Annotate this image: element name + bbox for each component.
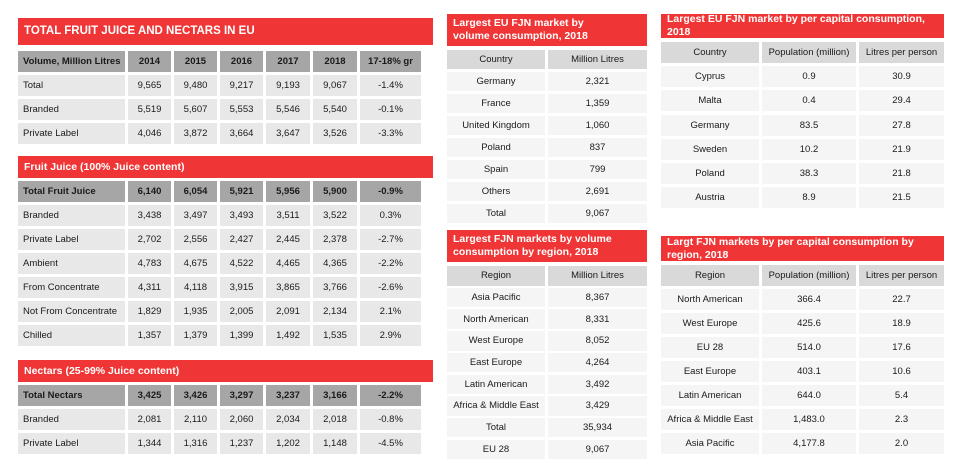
fruit-juice-table-cell: 4,783 bbox=[128, 253, 171, 274]
fruit-juice-table-cell: 2,427 bbox=[220, 229, 263, 250]
fruit-juice-table-row bbox=[18, 205, 421, 226]
eu-per-capita-table-cell: 29.4 bbox=[859, 90, 944, 111]
region-volume-table-cell: North American bbox=[447, 309, 545, 329]
eu-per-capita-table-cell: Cyprus bbox=[661, 66, 759, 87]
region-volume-table-cell: West Europe bbox=[447, 331, 545, 351]
nectars-table-cell: 1,202 bbox=[266, 433, 310, 454]
eu-volume-table-row bbox=[447, 94, 647, 113]
fruit-juice-table-cell: 4,465 bbox=[266, 253, 310, 274]
eu-per-capita-table-cell: Litres per person bbox=[859, 42, 944, 63]
nectars-table-cell: 3,166 bbox=[313, 385, 357, 406]
region-per-capita-table-cell: 644.0 bbox=[762, 385, 856, 406]
region-volume-table-row bbox=[447, 288, 647, 308]
region-per-capita-table-cell: 17.6 bbox=[859, 337, 944, 358]
fruit-juice-table-cell: 6,140 bbox=[128, 181, 171, 202]
nectars-table bbox=[18, 385, 433, 457]
volume-table-cell: Branded bbox=[18, 99, 125, 120]
panel4-title bbox=[661, 14, 944, 38]
nectars-table-cell: 3,237 bbox=[266, 385, 310, 406]
region-volume-table-row bbox=[447, 331, 647, 351]
eu-per-capita-table-cell: 30.9 bbox=[859, 66, 944, 87]
region-per-capita-table-cell: Population (million) bbox=[762, 265, 856, 286]
nectars-table-cell: -4.5% bbox=[360, 433, 421, 454]
fruit-juice-table-cell: 3,511 bbox=[266, 205, 310, 226]
fruit-juice-table-cell: -0.9% bbox=[360, 181, 421, 202]
volume-table-row bbox=[18, 99, 421, 120]
fruit-juice-table-cell: 1,829 bbox=[128, 301, 171, 322]
volume-table-cell: 9,067 bbox=[313, 75, 357, 96]
eu-per-capita-table-row bbox=[661, 115, 944, 136]
region-per-capita-table-cell: 366.4 bbox=[762, 289, 856, 310]
panel1-title bbox=[18, 18, 433, 45]
volume-table-cell: 9,565 bbox=[128, 75, 171, 96]
region-volume-table-row bbox=[447, 418, 647, 438]
nectars-table-row bbox=[18, 409, 421, 430]
fruit-juice-table-cell: Branded bbox=[18, 205, 125, 226]
eu-per-capita-table-cell: Poland bbox=[661, 163, 759, 184]
eu-volume-table-cell: 2,321 bbox=[548, 72, 647, 91]
fruit-juice-table-cell: 1,399 bbox=[220, 325, 263, 346]
volume-table-cell: -0.1% bbox=[360, 99, 421, 120]
fruit-juice-table-cell: Total Fruit Juice bbox=[18, 181, 125, 202]
region-per-capita-table-row bbox=[661, 361, 944, 382]
region-per-capita-table-cell: 10.6 bbox=[859, 361, 944, 382]
fruit-juice-table-row bbox=[18, 277, 421, 298]
eu-per-capita-table-cell: 21.8 bbox=[859, 163, 944, 184]
volume-table-cell: 2015 bbox=[174, 51, 217, 72]
eu-per-capita-table-cell: Sweden bbox=[661, 139, 759, 160]
volume-table-cell: 5,553 bbox=[220, 99, 263, 120]
region-volume-table-cell: 35,934 bbox=[548, 418, 647, 438]
eu-volume-table-cell: Germany bbox=[447, 72, 545, 91]
region-per-capita-table-cell: 5.4 bbox=[859, 385, 944, 406]
eu-volume-table-cell: 837 bbox=[548, 138, 647, 157]
eu-volume-table-row bbox=[447, 72, 647, 91]
region-per-capita-table-cell: Asia Pacific bbox=[661, 433, 759, 454]
region-per-capita-table-cell: EU 28 bbox=[661, 337, 759, 358]
fruit-juice-table-cell: 4,118 bbox=[174, 277, 217, 298]
region-per-capita-table-cell: 2.3 bbox=[859, 409, 944, 430]
nectars-table-cell: 1,316 bbox=[174, 433, 217, 454]
region-volume-table-row bbox=[447, 396, 647, 416]
region-per-capita-table-row bbox=[661, 409, 944, 430]
fruit-juice-table-cell: 6,054 bbox=[174, 181, 217, 202]
fruit-juice-table-cell: 0.3% bbox=[360, 205, 421, 226]
nectars-title-text: Nectars (25-99% Juice content) bbox=[24, 364, 180, 377]
eu-volume-table-row bbox=[447, 160, 647, 179]
nectars-table-cell: 1,148 bbox=[313, 433, 357, 454]
eu-per-capita-table-cell: Austria bbox=[661, 187, 759, 208]
nectars-table-cell: 2,018 bbox=[313, 409, 357, 430]
region-volume-table-cell: Region bbox=[447, 266, 545, 286]
nectars-table-cell: 2,034 bbox=[266, 409, 310, 430]
eu-volume-table-row bbox=[447, 138, 647, 157]
eu-per-capita-table-cell: 10.2 bbox=[762, 139, 856, 160]
fruit-juice-table-cell: 2,445 bbox=[266, 229, 310, 250]
region-volume-table-cell: 8,367 bbox=[548, 288, 647, 308]
fruit-juice-table-cell: 2,091 bbox=[266, 301, 310, 322]
eu-volume-table-row bbox=[447, 182, 647, 201]
region-per-capita-table-cell: 1,483.0 bbox=[762, 409, 856, 430]
fruit-juice-table-cell: 1,379 bbox=[174, 325, 217, 346]
volume-table-cell: 5,607 bbox=[174, 99, 217, 120]
panel3-table bbox=[447, 266, 647, 461]
fruit-juice-table-cell: 4,522 bbox=[220, 253, 263, 274]
region-volume-table-cell: 3,429 bbox=[548, 396, 647, 416]
region-volume-table-cell: Total bbox=[447, 418, 545, 438]
eu-volume-table-cell: 9,067 bbox=[548, 204, 647, 223]
region-volume-table-row bbox=[447, 440, 647, 460]
region-per-capita-table-cell: 2.0 bbox=[859, 433, 944, 454]
region-per-capita-table-cell: 403.1 bbox=[762, 361, 856, 382]
region-per-capita-table-row bbox=[661, 385, 944, 406]
eu-volume-table-row bbox=[447, 50, 647, 69]
fruit-juice-title-text: Fruit Juice (100% Juice content) bbox=[24, 160, 185, 173]
fruit-juice-table-cell: 3,497 bbox=[174, 205, 217, 226]
nectars-table-cell: Private Label bbox=[18, 433, 125, 454]
volume-table-cell: -1.4% bbox=[360, 75, 421, 96]
eu-per-capita-table-cell: 0.4 bbox=[762, 90, 856, 111]
panel3-title-line1: Largest FJN markets by volume bbox=[453, 233, 612, 246]
region-per-capita-table-cell: 18.9 bbox=[859, 313, 944, 334]
panel3-title bbox=[447, 230, 647, 262]
eu-volume-table-row bbox=[447, 116, 647, 135]
panel2-title-line2: volume consumption, 2018 bbox=[453, 30, 588, 42]
eu-volume-table-row bbox=[447, 204, 647, 223]
region-per-capita-table-cell: East Europe bbox=[661, 361, 759, 382]
region-volume-table-cell: 8,331 bbox=[548, 309, 647, 329]
nectars-table-row bbox=[18, 433, 421, 454]
region-volume-table-row bbox=[447, 375, 647, 395]
eu-volume-table-cell: 799 bbox=[548, 160, 647, 179]
eu-volume-table-cell: Poland bbox=[447, 138, 545, 157]
fruit-juice-table-cell: 5,921 bbox=[220, 181, 263, 202]
volume-table-cell: 17-18% gr bbox=[360, 51, 421, 72]
panel1-main-table bbox=[18, 51, 433, 147]
fruit-juice-table-row bbox=[18, 253, 421, 274]
region-per-capita-table-cell: 425.6 bbox=[762, 313, 856, 334]
fruit-juice-table-cell: 1,492 bbox=[266, 325, 310, 346]
fruit-juice-table-row bbox=[18, 229, 421, 250]
nectars-table-cell: -0.8% bbox=[360, 409, 421, 430]
volume-table-cell: -3.3% bbox=[360, 123, 421, 144]
nectars-table-cell: 3,426 bbox=[174, 385, 217, 406]
eu-per-capita-table-cell: Malta bbox=[661, 90, 759, 111]
fruit-juice-table-row bbox=[18, 301, 421, 322]
fruit-juice-table-cell: 1,935 bbox=[174, 301, 217, 322]
volume-table-cell: 2018 bbox=[313, 51, 357, 72]
eu-per-capita-table-cell: 83.5 bbox=[762, 115, 856, 136]
panel4-title-text: Largest EU FJN market by per capital consumption, 2018 bbox=[667, 13, 925, 38]
eu-per-capita-table-cell: 21.9 bbox=[859, 139, 944, 160]
nectars-table-cell: Total Nectars bbox=[18, 385, 125, 406]
region-per-capita-table-cell: 514.0 bbox=[762, 337, 856, 358]
eu-per-capita-table-row bbox=[661, 139, 944, 160]
eu-volume-table-cell: Million Litres bbox=[548, 50, 647, 69]
volume-table-cell: 9,193 bbox=[266, 75, 310, 96]
region-volume-table-cell: 9,067 bbox=[548, 440, 647, 460]
eu-volume-table-cell: 1,060 bbox=[548, 116, 647, 135]
region-volume-table-row bbox=[447, 353, 647, 373]
fruit-juice-table-cell: Ambient bbox=[18, 253, 125, 274]
region-volume-table-cell: Africa & Middle East bbox=[447, 396, 545, 416]
fruit-juice-table-cell: 1,535 bbox=[313, 325, 357, 346]
eu-per-capita-table-cell: Country bbox=[661, 42, 759, 63]
region-per-capita-table-cell: Region bbox=[661, 265, 759, 286]
eu-per-capita-table-cell: 21.5 bbox=[859, 187, 944, 208]
fruit-juice-table-cell: 2.9% bbox=[360, 325, 421, 346]
region-per-capita-table-cell: West Europe bbox=[661, 313, 759, 334]
eu-volume-table-cell: Spain bbox=[447, 160, 545, 179]
nectars-table-cell: 2,081 bbox=[128, 409, 171, 430]
fruit-juice-table-cell: 2,702 bbox=[128, 229, 171, 250]
volume-table-cell: Private Label bbox=[18, 123, 125, 144]
eu-per-capita-table-cell: 0.9 bbox=[762, 66, 856, 87]
fruit-juice-table-cell: 3,915 bbox=[220, 277, 263, 298]
eu-per-capita-table-row bbox=[661, 66, 944, 87]
volume-table-row bbox=[18, 75, 421, 96]
fruit-juice-table bbox=[18, 181, 433, 349]
region-per-capita-table-cell: North American bbox=[661, 289, 759, 310]
fruit-juice-table-cell: 3,493 bbox=[220, 205, 263, 226]
fruit-juice-table-cell: Private Label bbox=[18, 229, 125, 250]
fruit-juice-table-cell: 2,378 bbox=[313, 229, 357, 250]
nectars-table-cell: 1,237 bbox=[220, 433, 263, 454]
region-volume-table-cell: Asia Pacific bbox=[447, 288, 545, 308]
nectars-table-row bbox=[18, 385, 421, 406]
volume-table-cell: 2017 bbox=[266, 51, 310, 72]
fruit-juice-table-cell: 4,311 bbox=[128, 277, 171, 298]
nectars-table-cell: 2,060 bbox=[220, 409, 263, 430]
region-per-capita-table-row bbox=[661, 289, 944, 310]
fruit-juice-table-cell: 2.1% bbox=[360, 301, 421, 322]
region-volume-table-cell: East Europe bbox=[447, 353, 545, 373]
volume-table-cell: 3,647 bbox=[266, 123, 310, 144]
fruit-juice-table-row bbox=[18, 181, 421, 202]
eu-per-capita-table-cell: 8.9 bbox=[762, 187, 856, 208]
panel3-title-line2: consumption by region, 2018 bbox=[453, 246, 599, 258]
fruit-juice-table-cell: -2.6% bbox=[360, 277, 421, 298]
fruit-juice-table-cell: Chilled bbox=[18, 325, 125, 346]
volume-table-row bbox=[18, 51, 421, 72]
panel2-title-line1: Largest EU FJN market by bbox=[453, 17, 584, 30]
region-volume-table-cell: 3,492 bbox=[548, 375, 647, 395]
fruit-juice-table-cell: 4,365 bbox=[313, 253, 357, 274]
region-per-capita-table-row bbox=[661, 313, 944, 334]
fruit-juice-title bbox=[18, 156, 433, 178]
eu-per-capita-table-cell: Population (million) bbox=[762, 42, 856, 63]
panel5-table bbox=[661, 265, 944, 457]
eu-volume-table-cell: Country bbox=[447, 50, 545, 69]
volume-table-cell: 3,526 bbox=[313, 123, 357, 144]
panel5-title-text: Largt FJN markets by per capital consumption by region, 2018 bbox=[667, 235, 914, 261]
fruit-juice-table-cell: 2,005 bbox=[220, 301, 263, 322]
fruit-juice-table-cell: Not From Concentrate bbox=[18, 301, 125, 322]
fruit-juice-table-row bbox=[18, 325, 421, 346]
volume-table-cell: 9,480 bbox=[174, 75, 217, 96]
eu-volume-table-cell: 2,691 bbox=[548, 182, 647, 201]
fruit-juice-table-cell: 3,438 bbox=[128, 205, 171, 226]
eu-per-capita-table-cell: 38.3 bbox=[762, 163, 856, 184]
fruit-juice-table-cell: 4,675 bbox=[174, 253, 217, 274]
volume-table-cell: 4,046 bbox=[128, 123, 171, 144]
region-per-capita-table-cell: Africa & Middle East bbox=[661, 409, 759, 430]
volume-table-cell: 3,872 bbox=[174, 123, 217, 144]
fruit-juice-table-cell: 2,556 bbox=[174, 229, 217, 250]
region-per-capita-table-row bbox=[661, 265, 944, 286]
volume-table-cell: 9,217 bbox=[220, 75, 263, 96]
eu-per-capita-table-row bbox=[661, 163, 944, 184]
eu-per-capita-table-cell: Germany bbox=[661, 115, 759, 136]
volume-table-cell: 5,519 bbox=[128, 99, 171, 120]
eu-per-capita-table-row bbox=[661, 42, 944, 63]
eu-volume-table-cell: 1,359 bbox=[548, 94, 647, 113]
region-per-capita-table-cell: Latin American bbox=[661, 385, 759, 406]
volume-table-cell: Volume, Million Litres bbox=[18, 51, 125, 72]
volume-table-row bbox=[18, 123, 421, 144]
region-per-capita-table-row bbox=[661, 433, 944, 454]
region-volume-table-row bbox=[447, 266, 647, 286]
fruit-juice-table-cell: -2.7% bbox=[360, 229, 421, 250]
nectars-title bbox=[18, 360, 433, 382]
fruit-juice-table-cell: From Concentrate bbox=[18, 277, 125, 298]
region-volume-table-cell: 4,264 bbox=[548, 353, 647, 373]
fruit-juice-table-cell: 3,865 bbox=[266, 277, 310, 298]
fruit-juice-table-cell: 5,900 bbox=[313, 181, 357, 202]
region-per-capita-table-cell: 4,177.8 bbox=[762, 433, 856, 454]
fruit-juice-table-cell: -2.2% bbox=[360, 253, 421, 274]
eu-per-capita-table-cell: 27.8 bbox=[859, 115, 944, 136]
volume-table-cell: 2016 bbox=[220, 51, 263, 72]
panel1-title-text: TOTAL FRUIT JUICE AND NECTARS IN EU bbox=[24, 24, 255, 37]
nectars-table-cell: 1,344 bbox=[128, 433, 171, 454]
panel4-table bbox=[661, 42, 944, 211]
eu-volume-table-cell: Total bbox=[447, 204, 545, 223]
nectars-table-cell: -2.2% bbox=[360, 385, 421, 406]
eu-volume-table-cell: Others bbox=[447, 182, 545, 201]
nectars-table-cell: 2,110 bbox=[174, 409, 217, 430]
volume-table-cell: Total bbox=[18, 75, 125, 96]
fruit-juice-table-cell: 5,956 bbox=[266, 181, 310, 202]
fruit-juice-table-cell: 1,357 bbox=[128, 325, 171, 346]
nectars-table-cell: Branded bbox=[18, 409, 125, 430]
region-per-capita-table-cell: Litres per person bbox=[859, 265, 944, 286]
eu-per-capita-table-row bbox=[661, 90, 944, 111]
fruit-juice-table-cell: 3,766 bbox=[313, 277, 357, 298]
nectars-table-cell: 3,425 bbox=[128, 385, 171, 406]
eu-volume-table-cell: United Kingdom bbox=[447, 116, 545, 135]
region-volume-table-cell: Latin American bbox=[447, 375, 545, 395]
panel2-table bbox=[447, 50, 647, 226]
eu-volume-table-cell: France bbox=[447, 94, 545, 113]
eu-per-capita-table-row bbox=[661, 187, 944, 208]
region-volume-table-cell: Million Litres bbox=[548, 266, 647, 286]
fruit-juice-table-cell: 2,134 bbox=[313, 301, 357, 322]
region-per-capita-table-cell: 22.7 bbox=[859, 289, 944, 310]
nectars-table-cell: 3,297 bbox=[220, 385, 263, 406]
fruit-juice-table-cell: 3,522 bbox=[313, 205, 357, 226]
region-volume-table-row bbox=[447, 309, 647, 329]
region-volume-table-cell: EU 28 bbox=[447, 440, 545, 460]
volume-table-cell: 3,664 bbox=[220, 123, 263, 144]
volume-table-cell: 2014 bbox=[128, 51, 171, 72]
region-volume-table-cell: 8,052 bbox=[548, 331, 647, 351]
panel2-title bbox=[447, 14, 647, 46]
panel5-title bbox=[661, 236, 944, 261]
volume-table-cell: 5,546 bbox=[266, 99, 310, 120]
region-per-capita-table-row bbox=[661, 337, 944, 358]
volume-table-cell: 5,540 bbox=[313, 99, 357, 120]
